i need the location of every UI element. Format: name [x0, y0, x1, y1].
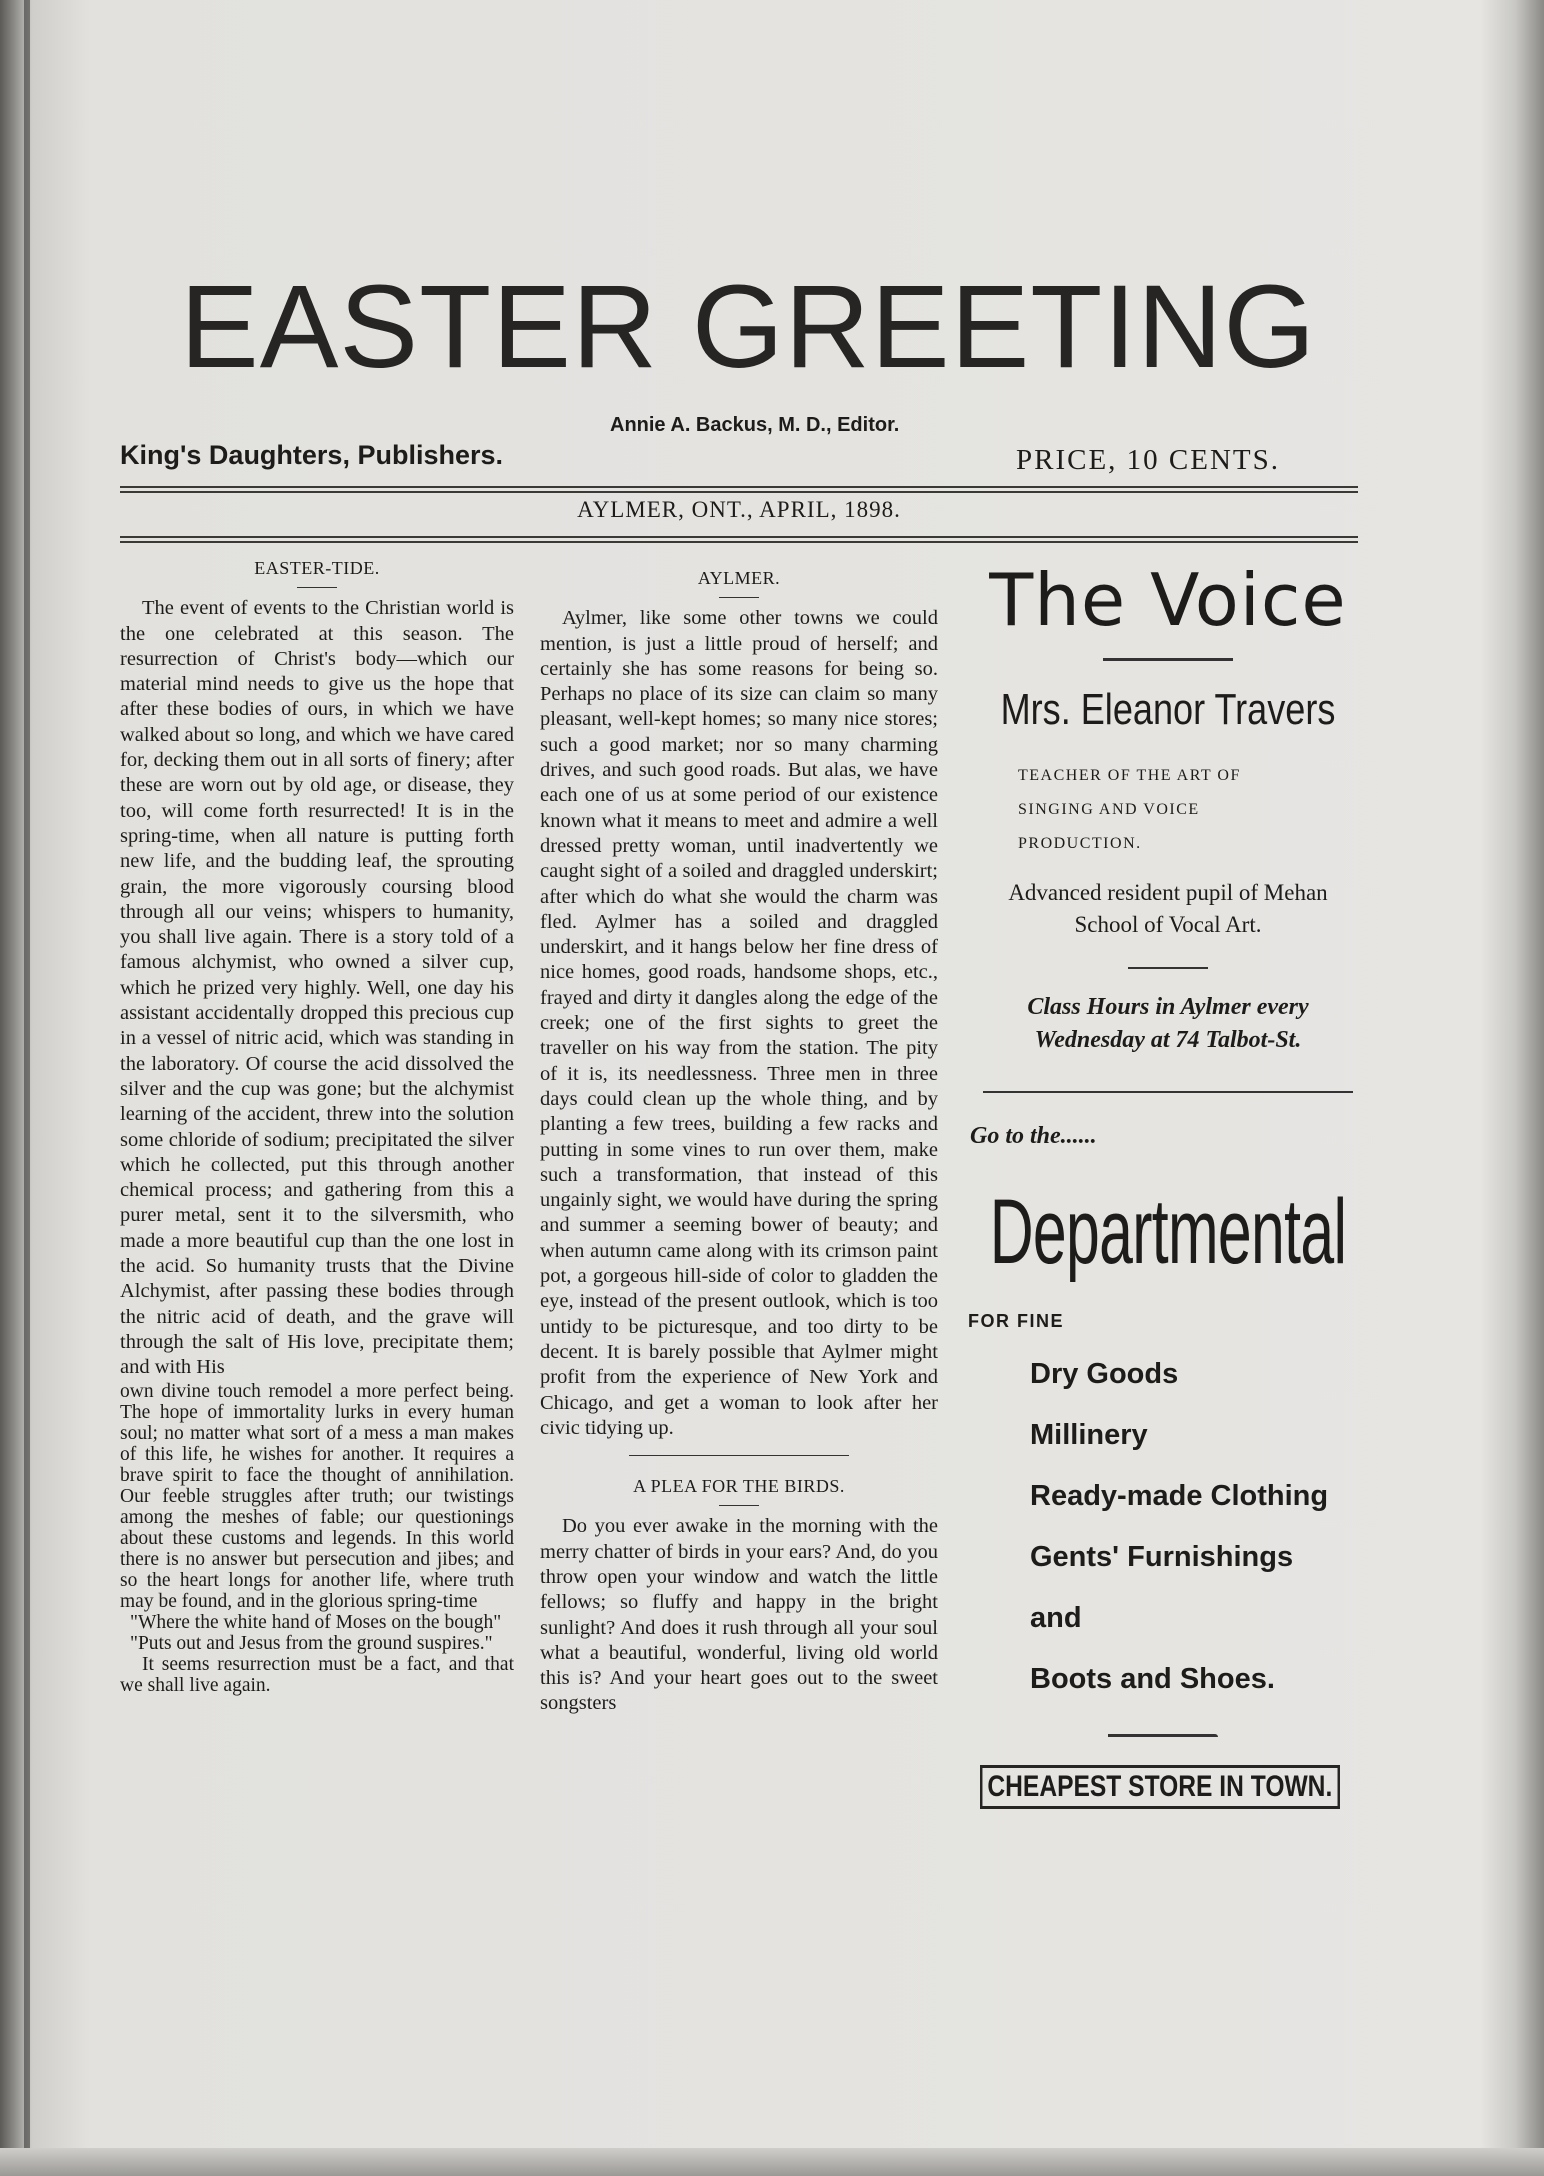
price-line: PRICE, 10 CENTS.	[1016, 444, 1281, 476]
goods-item: and	[1030, 1602, 1082, 1634]
article-paragraph: The event of events to the Christian world is the one celebrated at this season. The resurrection of Christ's body—which our material mind needs to give us the hope that after these bodies of ours, in which we have walked about so long, and which we have cared for, decking them out in all sorts of finery; after these are worn out by old age, or disease, they too, will come forth resurrected! It is in the spring-time, when all nature is putting forth new life, and the budding leaf, the sprouting grain, the more vigorously coursing blood through all our veins; whispers to humanity, you shall live again. There is a story told of a famous alchymist, who owned a silver cup, which he prized very highly. Well, one day his assistant accidentally dropped this precious cup in a vessel of nitric acid, which was standing in the laboratory. Of course the acid dissolved the silver and the cup was gone; but the alchymist learning of the accident, threw into the solution some chloride of sodium; precipitated the silver which he collected, put this through another chemical process; and gathering from this a purer metal, sent it to the silversmith, who made a more beautiful cup than the one lost in the acid. So humanity trusts that the Divine Alchymist, after passing these bodies through the nitric acid of death, and the grave will through the salt of His love, precipitate them; and with His	[120, 597, 514, 1379]
class-line: Class Hours in Aylmer every	[1027, 994, 1309, 1020]
ad-go-to: Go to the......	[970, 1123, 1097, 1149]
advertisement-column	[968, 550, 1368, 1809]
role-line: PRODUCTION.	[1018, 835, 1142, 852]
header-rule-top-double	[120, 491, 1358, 493]
article-paragraph: own divine touch remodel a more perfect being. The hope of immortality lurks in every human soul; no matter what sort of a mess a man makes of this life, he wishes for another. It requires a brave spirit to face the thought of annihilation. Our feeble struggles after truth; our twistings among the meshes of fable; our questionings about these customs and legends. In this world there is no answer but persecution and jibes; and so the heart longs for another life, where truth may be found, and in the glorious spring-time	[120, 1380, 514, 1612]
ad-goods-list	[968, 1354, 1368, 1720]
ad-cheapest-store-box: CHEAPEST STORE IN TOWN.	[980, 1765, 1340, 1809]
goods-item: Ready-made Clothing	[1030, 1480, 1329, 1512]
article-heading-birds: A PLEA FOR THE BIRDS.	[633, 1476, 845, 1497]
article-separator	[629, 1455, 849, 1456]
ad-pupil-note	[968, 877, 1368, 941]
ad-for-fine: FOR FINE	[968, 1311, 1064, 1331]
ad-teacher-name: Mrs. Eleanor Travers	[1000, 685, 1336, 734]
pupil-line: Advanced resident pupil of Mehan	[1008, 880, 1328, 905]
column-aylmer	[540, 566, 938, 1717]
page-spine-shadow	[24, 0, 30, 2176]
ad-class-hours	[968, 991, 1368, 1057]
heading-rule	[719, 597, 759, 598]
article-paragraph: It seems resurrection must be a fact, and that we shall live again.	[120, 1653, 514, 1696]
article-paragraph: Do you ever awake in the morning with the merry chatter of birds in your ears? And, do you throw open your window and watch the little fellows; so fluffy and happy in the bright sunlight? And does it rush through all your soul what a beautiful, wonderful, living old world this is? And your heart goes out to the sweet songsters	[540, 1515, 938, 1715]
goods-item: Dry Goods	[1030, 1358, 1179, 1390]
ornament-swash	[1108, 1734, 1218, 1737]
pupil-line: School of Vocal Art.	[1074, 912, 1262, 937]
column-easter-tide	[120, 556, 514, 1696]
ad-rule-long	[983, 1091, 1353, 1093]
goods-item: Boots and Shoes.	[1030, 1663, 1275, 1695]
role-line: TEACHER OF THE ART OF	[1018, 767, 1241, 784]
class-line: Wednesday at 74 Talbot-St.	[1034, 1027, 1302, 1053]
ad-store-name: Departmental	[989, 1181, 1347, 1283]
header-rule-bottom-double	[120, 541, 1358, 543]
editor-line: Annie A. Backus, M. D., Editor.	[610, 414, 900, 436]
goods-item: Gents' Furnishings	[1030, 1541, 1294, 1573]
poem-line: "Puts out and Jesus from the ground suspires."	[130, 1632, 493, 1654]
article-heading-aylmer: AYLMER.	[697, 568, 781, 588]
ornament-rule	[1103, 658, 1233, 661]
article-heading-easter-tide: EASTER-TIDE.	[254, 558, 380, 578]
heading-rule	[719, 1505, 759, 1506]
dateline: AYLMER, ONT., APRIL, 1898.	[577, 497, 901, 522]
goods-item: Millinery	[1030, 1419, 1148, 1451]
header-rule-bottom	[120, 536, 1358, 538]
poem-line: "Where the white hand of Moses on the bough"	[130, 1611, 502, 1633]
heading-rule	[297, 587, 337, 588]
header-rule-top	[120, 486, 1358, 488]
role-line: SINGING AND VOICE	[1018, 801, 1200, 818]
publisher-line: King's Daughters, Publishers.	[120, 440, 503, 470]
ad-teacher-role	[968, 759, 1368, 861]
article-paragraph: Aylmer, like some other towns we could mention, is just a little proud of herself; and certainly she has some reasons for being so. Perhaps no place of its size can claim so many pleasant, well-kept homes; so many nice stores; such a good market; nor so many charming drives, and such good roads. But alas, we have each one of us at some period of our existence known what it means to meet and admire a well dressed pretty woman, until inadvertently we caught sight of a soiled and draggled underskirt; after which do what she would the charm was fled. Aylmer has a soiled and draggled underskirt, and it hangs below her fine dress of nice homes, good roads, handsome shops, etc., frayed and dirty it dangles along the edge of the creek; one of the first sights to greet the traveller on his way from the station. The pity of it is, its needlessness. Three men in three days could clean up the whole thing, and by planting a few trees, building a few racks and putting in some vines to run over them, make such a transformation, that instead of this ungainly sight, we would have during the spring and summer a seeming bower of beauty; and when autumn came along with its crimson paint pot, a gorgeous hill-side of color to gladden the eye, instead of the present outlook, which is too untidy to be picturesque, and too dirty to be decent. It is barely possible that Aylmer might profit from the experience of New York and Chicago, and get a woman to look after her civic tidying up.	[540, 607, 938, 1439]
ad-title-the-voice: The Voice	[989, 558, 1347, 642]
page-bottom-edge	[0, 2148, 1544, 2176]
ad-rule-short	[1128, 967, 1208, 969]
masthead-title: EASTER GREETING	[180, 261, 1317, 393]
